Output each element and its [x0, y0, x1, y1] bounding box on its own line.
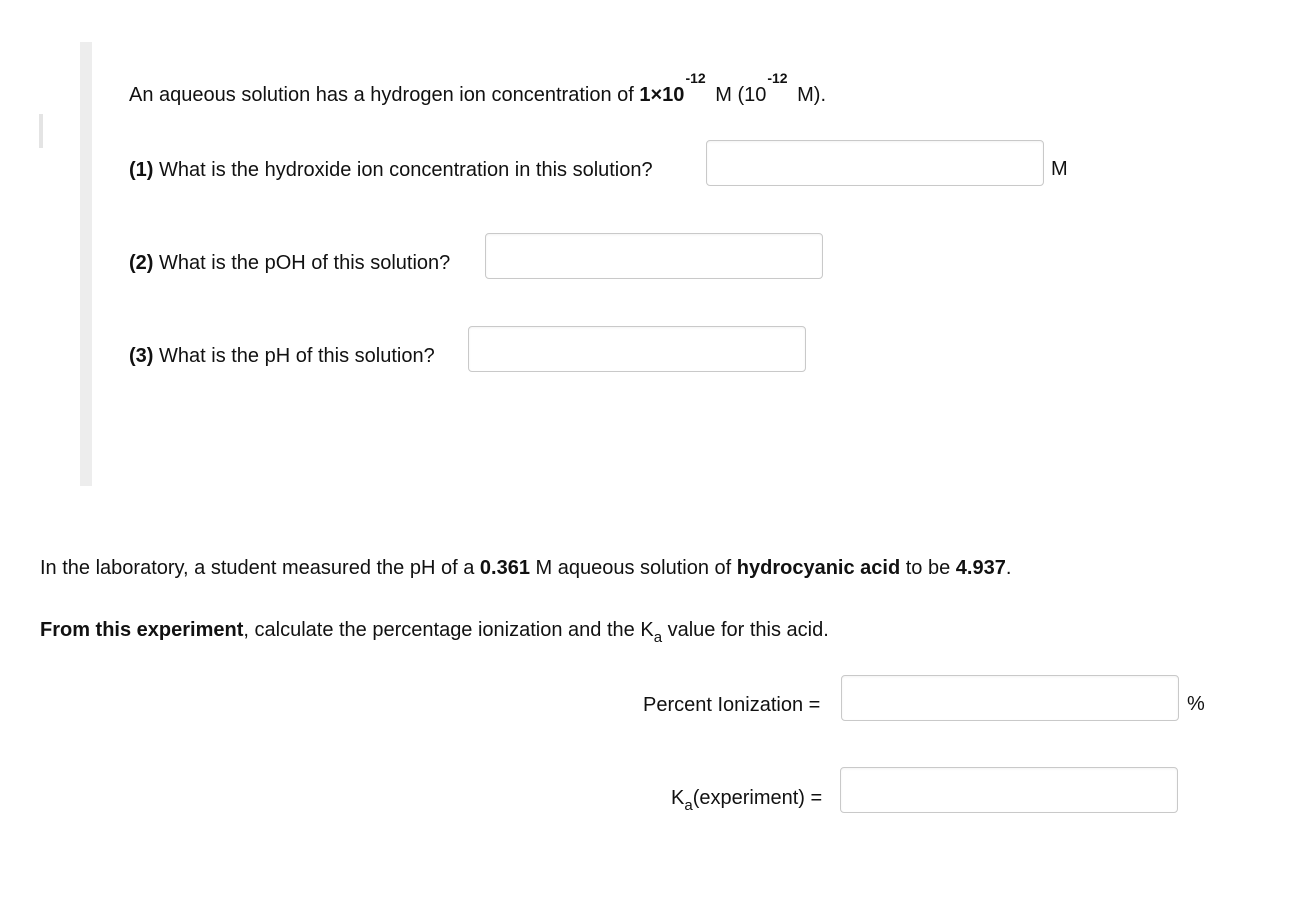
q1-part2-text: What is the pOH of this solution?: [153, 252, 451, 274]
q1-intro-exp2: -12: [767, 70, 788, 86]
q1-part1-text: What is the hydroxide ion concentration in this solution?: [153, 159, 653, 181]
q2-line1-c: to be: [900, 557, 956, 579]
ph-input[interactable]: [468, 326, 806, 372]
q2-line1-d: .: [1005, 557, 1012, 579]
q1-intro-end: M).: [791, 84, 827, 106]
ka-sub: a: [684, 797, 693, 814]
q1-part1-label: [129, 158, 653, 182]
q2-line2-sub: a: [653, 629, 663, 646]
q2-line2-b: value for this acid.: [662, 619, 829, 641]
q1-intro: [129, 70, 827, 108]
q1-part3-label: [129, 344, 435, 368]
percent-ionization-input[interactable]: [841, 675, 1179, 721]
hydroxide-unit: M: [1051, 158, 1068, 180]
text-cursor-marker: [39, 114, 43, 148]
q2-instruction: [40, 618, 829, 644]
ka-label: [671, 786, 822, 812]
q2-line1-b: M aqueous solution of: [529, 557, 737, 579]
q2-line2-a: , calculate the percentage ionization and the K: [243, 619, 654, 641]
q2-measured-ph: 4.937: [955, 557, 1006, 579]
poh-input[interactable]: [485, 233, 823, 279]
q1-part3-num: (3): [129, 345, 154, 367]
q1-part3-text: What is the pH of this solution?: [153, 345, 435, 367]
q2-statement: [40, 556, 1011, 580]
q1-intro-exp1: -12: [685, 70, 706, 86]
percent-unit: %: [1187, 693, 1205, 715]
q1-part2-label: [129, 251, 450, 275]
ka-k: K: [671, 787, 685, 809]
q2-acid-name: hydrocyanic acid: [736, 557, 901, 579]
q1-intro-text: An aqueous solution has a hydrogen ion concentration of: [129, 84, 640, 106]
q2-concentration: 0.361: [479, 557, 530, 579]
q1-intro-mid: M (10: [709, 84, 767, 106]
ka-label-text: (experiment) =: [692, 787, 823, 809]
ka-input[interactable]: [840, 767, 1178, 813]
question-side-bar: [80, 42, 92, 486]
percent-ionization-label: Percent Ionization =: [643, 694, 821, 716]
q1-part2-num: (2): [129, 252, 154, 274]
hydroxide-concentration-input[interactable]: [706, 140, 1044, 186]
q1-part1-num: (1): [129, 159, 154, 181]
q2-line2-bold: From this experiment: [40, 619, 244, 641]
q1-intro-value: 1×10: [639, 84, 685, 106]
q2-line1-a: In the laboratory, a student measured the pH of a: [40, 557, 480, 579]
